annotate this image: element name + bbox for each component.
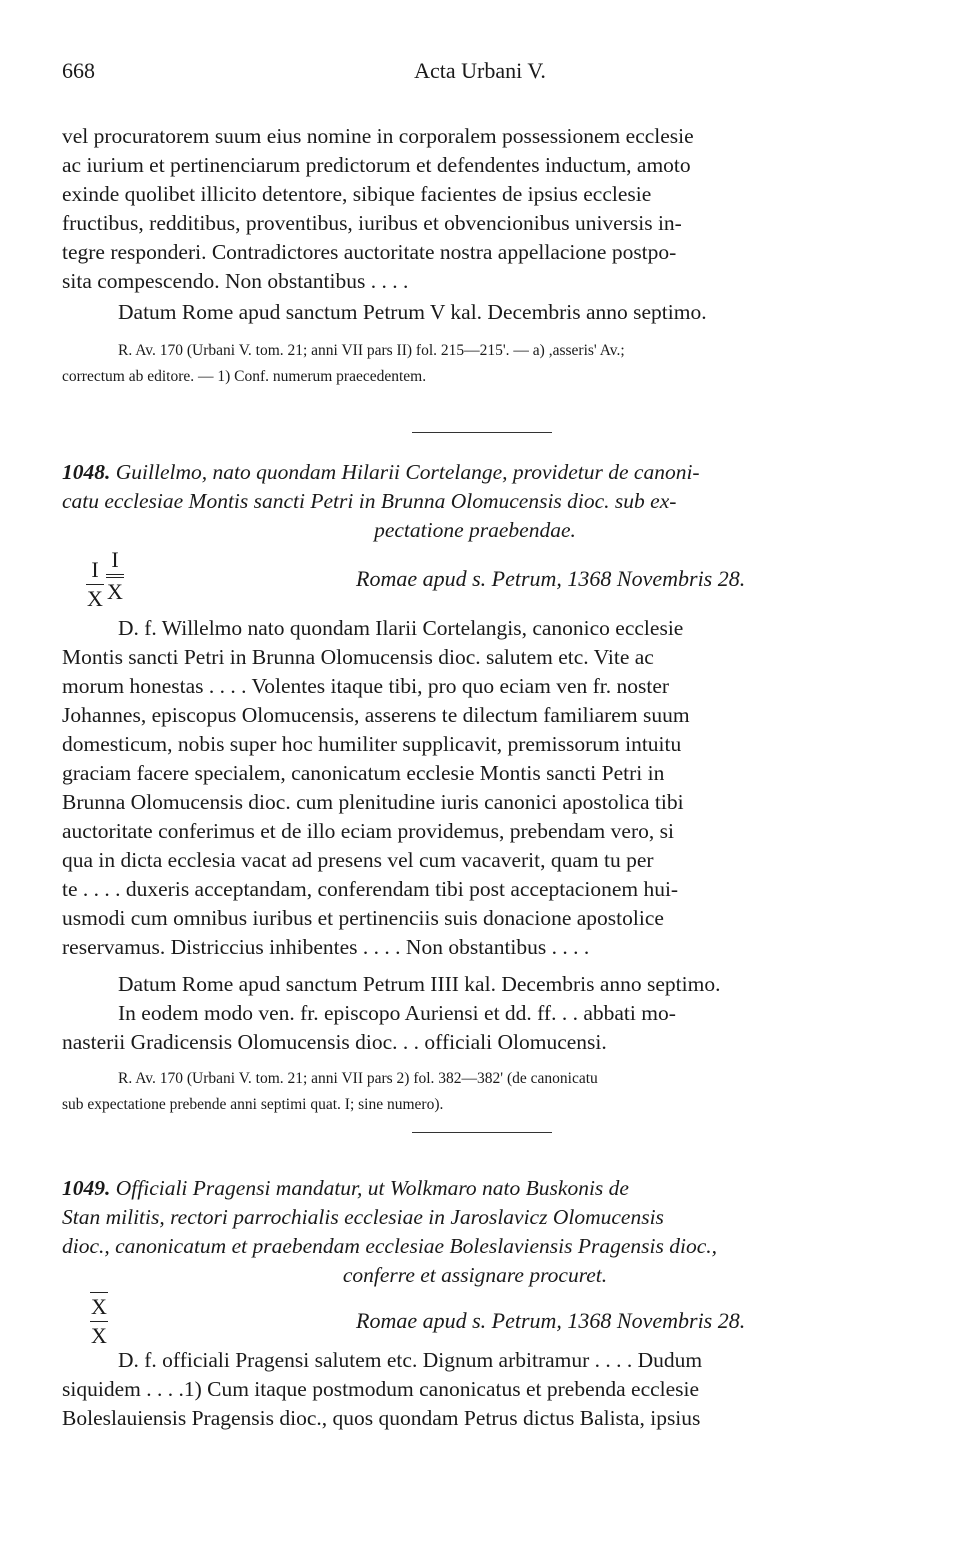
running-title: Acta Urbani V. (414, 58, 546, 83)
text-line: domesticum, nobis super hoc humiliter supplicavit, premissorum intuitu (62, 732, 682, 756)
title-line: pectatione praebendae. (374, 518, 576, 542)
section-divider (412, 1132, 552, 1133)
text-line: Boleslauiensis Pragensis dioc., quos quondam Petrus dictus Balista, ipsius (62, 1406, 701, 1430)
entry-1048-title (62, 458, 888, 545)
register-mark: I X (107, 547, 123, 604)
text-line: D. f. officiali Pragensi salutem etc. Dignum arbitramur . . . . Dudum (118, 1348, 703, 1372)
footnote-line: correctum ab editore. — 1) Conf. numerum praecedentem. (62, 368, 427, 385)
datum-line: Datum Rome apud sanctum Petrum V kal. Decembris anno septimo. (118, 300, 707, 324)
text-line: usmodi cum omnibus iuribus et pertinenciis suis donacione apostolice (62, 906, 664, 930)
text-line: sita compescendo. Non obstantibus . . . . (62, 269, 409, 293)
text-line: D. f. Willelmo nato quondam Ilarii Cortelangis, canonico ecclesie (118, 616, 684, 640)
text-line: graciam facere specialem, canonicatum ecclesie Montis sancti Petri in (62, 761, 665, 785)
entry-1049-title (62, 1174, 888, 1290)
footnote-block (62, 338, 888, 390)
text-line: ac iurium et pertinenciarum predictorum et defendentes inductum, amoto (62, 153, 691, 177)
text-line: qua in dicta ecclesia vacat ad presens vel cum vacaverit, quam tu per (62, 848, 654, 872)
title-line: catu ecclesiae Montis sancti Petri in Brunna Olomucensis dioc. sub ex- (62, 489, 677, 513)
entry-1049-text (62, 1346, 888, 1433)
place-date: Romae apud s. Petrum, 1368 Novembris 28. (356, 1308, 746, 1333)
footnote-line: sub expectatione prebende anni septimi quat. I; sine numero). (62, 1096, 444, 1113)
title-line: dioc., canonicatum et praebendam ecclesiae Boleslaviensis Pragensis dioc., (62, 1234, 717, 1258)
register-mark: I X (87, 557, 103, 611)
continuation-text (62, 122, 888, 327)
page-number: 668 (62, 58, 95, 83)
text-line: reservamus. Districcius inhibentes . . . . Non obstantibus . . . . (62, 935, 590, 959)
text-line: siquidem . . . .1) Cum itaque postmodum canonicatus et prebenda ecclesie (62, 1377, 700, 1401)
entry-number: 1048. (62, 460, 111, 484)
text-line: exinde quolibet illicito detentore, sibique facientes de ipsius ecclesie (62, 182, 652, 206)
text-line: morum honestas . . . . Volentes itaque tibi, pro quo eciam ven fr. noster (62, 674, 670, 698)
text-line: nasterii Gradicensis Olomucensis dioc. . . officiali Olomucensi. (62, 1030, 607, 1054)
page-header (62, 58, 898, 92)
footnote-line: R. Av. 170 (Urbani V. tom. 21; anni VII pars 2) fol. 382—382' (de canonicatu (118, 1070, 598, 1087)
entry-1048-text (62, 614, 888, 1057)
text-line: vel procuratorem suum eius nomine in corporalem possessionem ecclesie (62, 124, 694, 148)
text-line: Johannes, episcopus Olomucensis, asserens te dilectum familiarem suum (62, 703, 690, 727)
place-date: Romae apud s. Petrum, 1368 Novembris 28. (356, 566, 746, 591)
datum-line: Datum Rome apud sanctum Petrum IIII kal. Decembris anno septimo. (118, 972, 721, 996)
footnote-block (62, 1066, 888, 1118)
text-line: te . . . . duxeris acceptandam, conferendam tibi post acceptacionem hui- (62, 877, 679, 901)
title-line: Stan militis, rectori parrochialis ecclesiae in Jaroslavicz Olomucensis (62, 1205, 664, 1229)
title-line: Guillelmo, nato quondam Hilarii Cortelange, providetur de canoni- (115, 460, 700, 484)
title-line: Officiali Pragensi mandatur, ut Wolkmaro nato Buskonis de (115, 1176, 629, 1200)
text-line: Brunna Olomucensis dioc. cum plenitudine iuris canonici apostolica tibi (62, 790, 684, 814)
title-line: conferre et assignare procuret. (342, 1263, 608, 1287)
text-line: Montis sancti Petri in Brunna Olomucensis dioc. salutem etc. Vite ac (62, 645, 654, 669)
text-line: In eodem modo ven. fr. episcopo Auriensi et dd. ff. . . abbati mo- (118, 1001, 676, 1025)
section-divider (412, 432, 552, 433)
register-mark: X X (91, 1294, 107, 1348)
text-line: fructibus, redditibus, proventibus, iuribus et obvencionibus universis in- (62, 211, 682, 235)
text-line: auctoritate conferimus et de illo eciam providemus, prebendam vero, si (62, 819, 674, 843)
footnote-line: R. Av. 170 (Urbani V. tom. 21; anni VII pars II) fol. 215—215'. — a) ,asseris' Av.; (118, 342, 625, 359)
entry-number: 1049. (62, 1176, 111, 1200)
text-line: tegre responderi. Contradictores auctoritate nostra appellacione postpo- (62, 240, 677, 264)
